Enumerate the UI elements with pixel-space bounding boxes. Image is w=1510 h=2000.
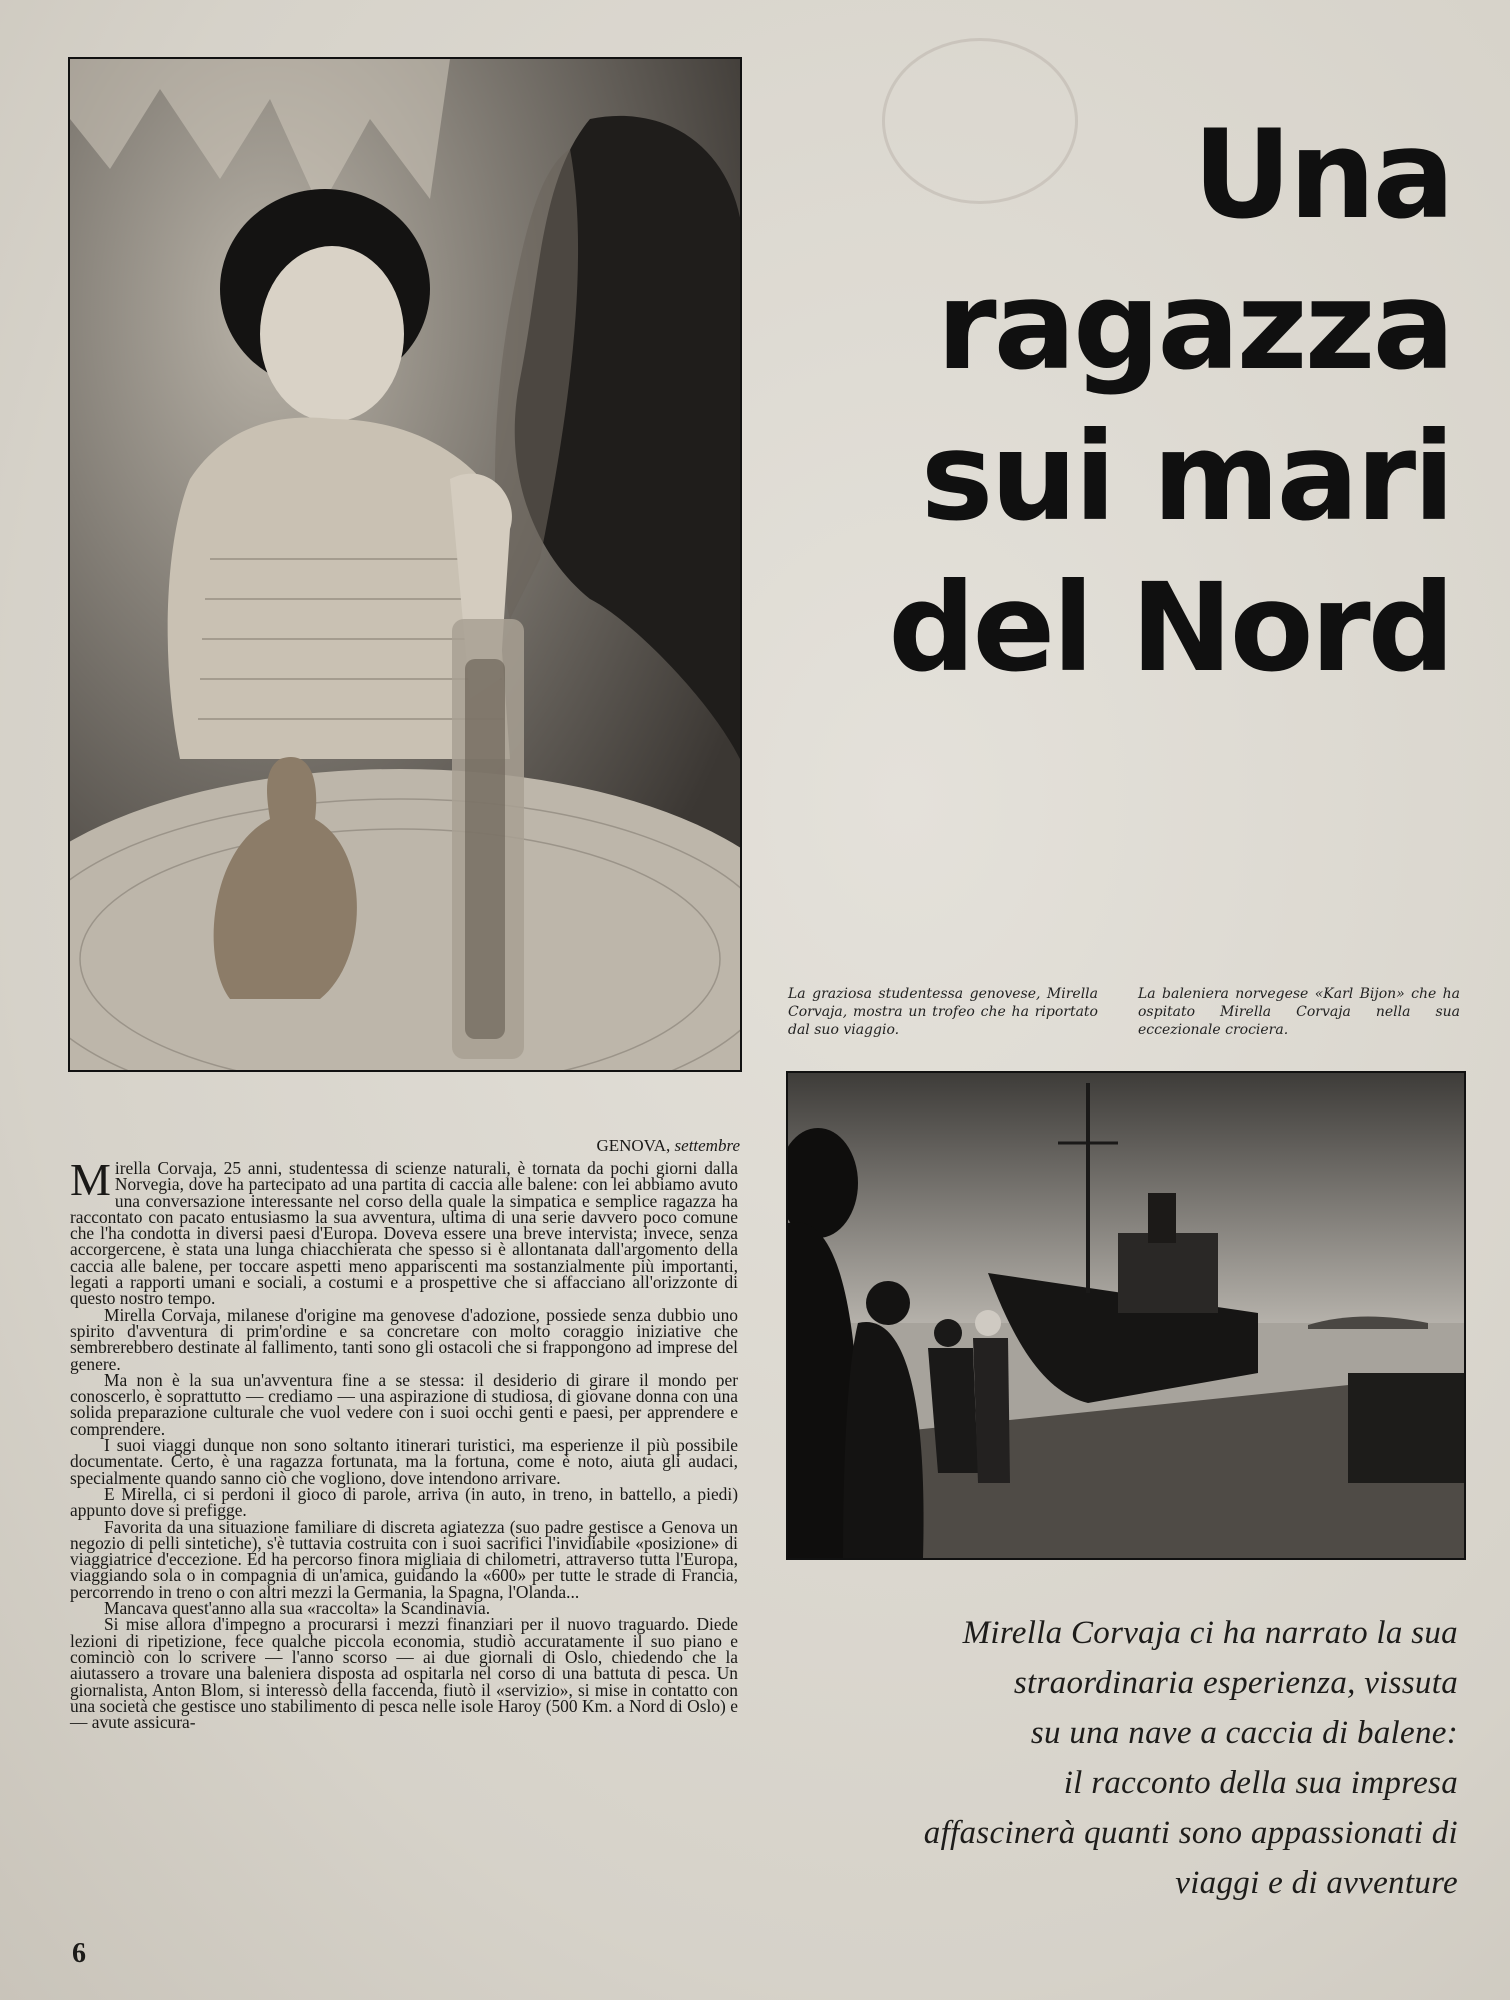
pull-quote-line: viaggi e di avventure xyxy=(1175,1865,1458,1901)
headline-line: Una xyxy=(1192,104,1452,246)
article-headline xyxy=(792,100,1452,704)
article-paragraph xyxy=(70,1154,738,1309)
drop-cap: M xyxy=(70,1154,111,1205)
headline-line: sui mari xyxy=(920,406,1452,548)
article-paragraph: Mirella Corvaja, milanese d'origine ma genovese d'adozione, possiede senza dubbio uno spirito d'avventura di prim'ordine e sa concretare con molto coraggio iniziative che sembrerebbero destinate al fallimento, tanti sono gli ostacoli che si frappongono ad imprese del genere. xyxy=(70,1304,738,1374)
article-paragraph: Ma non è la sua un'avventura fine a se stessa: il desiderio di girare il mondo per conoscerlo, è soprattutto — crediamo — una aspirazione di studiosa, di giovane donna con una solida preparazione culturale che vuol vedere con i suoi occhi genti e paesi, per apprendere e comprendere. xyxy=(70,1369,738,1439)
headline-line: del Nord xyxy=(888,557,1452,699)
article-paragraph: I suoi viaggi dunque non sono soltanto itinerari turistici, ma esperienze il più possibile documentate. Certo, è una ragazza fortunata, ma la fortuna, come è noto, aiuta gli audaci, specialmente quando sanno ciò che vogliono, dove intendono arrivare. xyxy=(70,1435,738,1488)
article-paragraph: Favorita da una situazione familiare di discreta agiatezza (suo padre gestisce a Genova un negozio di pelli sintetiche), s'è tuttavia costruita con i suoi sacrifici l'invidiabile «posizione» di viaggiatrice d'eccezione. Ed ha percorso finora migliaia di chilometri, attraverso tutta l'Europa, viaggiando sola o in compagnia di un'amica, guidando la «600» per tutte le strade di Francia, percorrendo in treno o con altri mezzi la Germania, la Spagna, l'Olanda... xyxy=(70,1516,738,1602)
headline-line: ragazza xyxy=(936,255,1452,397)
caption-woman-photo: La graziosa studentessa genovese, Mirella Corvaja, mostra un trofeo che ha riportato dal suo viaggio. xyxy=(788,986,1098,1038)
article-paragraph: Mancava quest'anno alla sua «raccolta» la Scandinavia. xyxy=(104,1598,491,1619)
pull-quote-line: su una nave a caccia di balene: xyxy=(1030,1715,1458,1751)
pull-quote-line: affascinerà quanti sono appassionati di xyxy=(923,1815,1458,1851)
dateline-place: GENOVA, xyxy=(596,1136,671,1155)
pull-quote-line: Mirella Corvaja ci ha narrato la sua xyxy=(962,1615,1458,1651)
paragraph-text: irella Corvaja, 25 anni, studentessa di scienze naturali, è tornata da pochi giorni dalla Norvegia, dove ha partecipato ad una partita di caccia alle balene: con lei abbiamo avuto una conversazione interessante nel corso della quale la simpatica e semplice ragazza ha raccontato con pacato entusiasmo la sua avventura, ultima di una serie davvero poco comune che l'ha condotta in diversi paesi d'Europa. Doveva essere una breve intervista; invece, senza accorgercene, è stata una lunga chiacchierata che spesso si è allontanata dall'argomento della caccia alle balene, per toccare aspetti meno appariscenti ma sostanzialmente più importanti, legati a rapporti umani e sociali, a costumi e a prospettive che si affacciano all'orizzonte di questo nostro tempo. xyxy=(70,1158,738,1309)
caption-ship-photo: La baleniera norvegese «Karl Bijon» che ha ospitato Mirella Corvaja nella sua eccezionale crociera. xyxy=(1138,986,1460,1038)
article-dateline xyxy=(560,1136,740,1156)
article-body xyxy=(70,1154,738,1733)
article-paragraph: Si mise allora d'impegno a procurarsi i mezzi finanziari per il nuovo traguardo. Diede lezioni di ripetizione, fece qualche piccola economia, studiò accuratamente il suo piano e cominciò con lo scrivere — l'anno scorso — ai due giornali di Oslo, chiedendo che la aiutassero a trovare una baleniera disposta ad ospitarla nel corso di una battuta di pesca. Un giornalista, Anton Blom, si interessò della faccenda, fiutò il «servizio», si mise in contatto con una società che gestisce uno stabilimento di pesca nelle isole Haroy (500 Km. a Nord di Oslo) e — avute assicura- xyxy=(70,1614,738,1733)
photo-whaling-ship xyxy=(786,1071,1466,1560)
article-paragraph: E Mirella, ci si perdoni il gioco di parole, arriva (in auto, in treno, in battello, a piedi) appunto dove si prefigge. xyxy=(70,1483,738,1521)
pull-quote xyxy=(758,1608,1458,1908)
dateline-month: settembre xyxy=(674,1136,740,1155)
page-number: 6 xyxy=(72,1938,86,1969)
photo-woman-with-trophy xyxy=(68,57,742,1072)
pull-quote-line: straordinaria esperienza, vissuta xyxy=(1013,1665,1458,1701)
pull-quote-line: il racconto della sua impresa xyxy=(1063,1765,1458,1801)
